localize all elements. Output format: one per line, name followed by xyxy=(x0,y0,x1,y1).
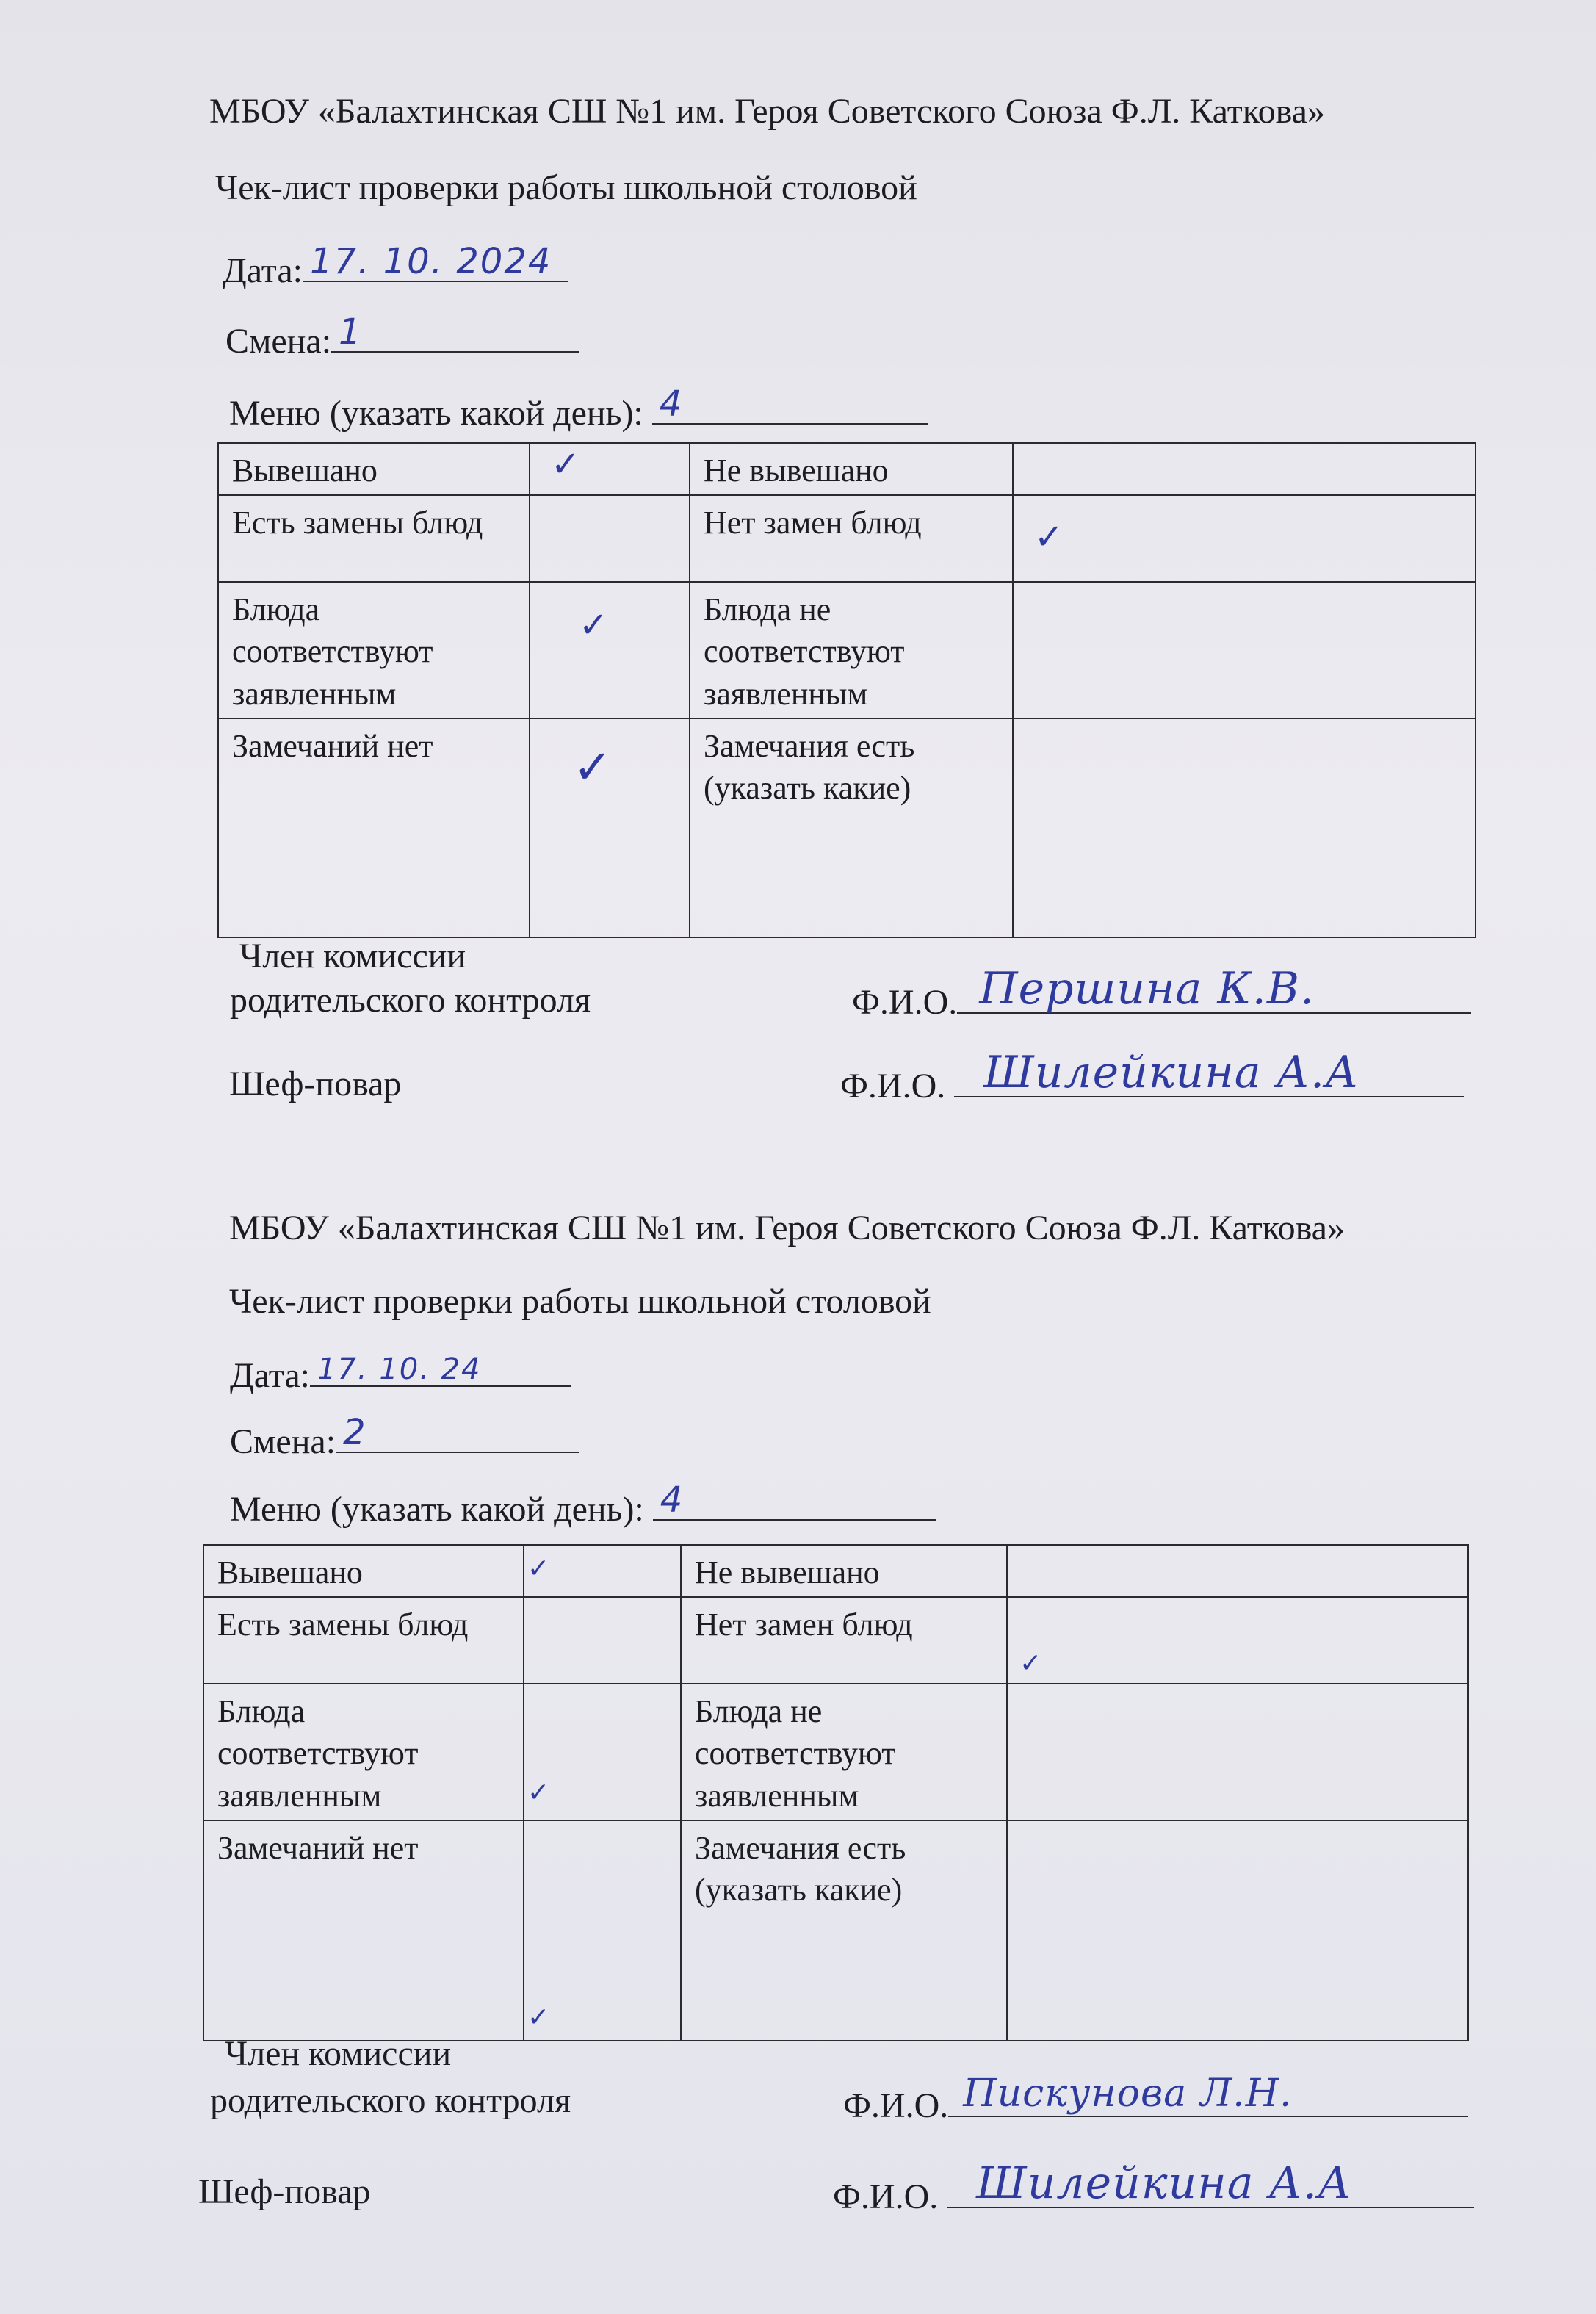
menu-label: Меню (указать какой день): xyxy=(229,394,643,433)
checkmark-icon: ✓ xyxy=(579,605,609,646)
criterion-label: Замечания есть (указать какие) xyxy=(681,1820,1007,2041)
table-row xyxy=(203,1545,1468,1597)
mark-cell[interactable] xyxy=(1013,718,1476,937)
table-row xyxy=(218,582,1476,718)
table-row xyxy=(203,1820,1468,2041)
criterion-label: Замечаний нет xyxy=(203,1820,524,2041)
checkmark-icon: ✓ xyxy=(527,1554,550,1584)
checkmark-icon: ✓ xyxy=(1019,1648,1042,1679)
chef-signature-field[interactable] xyxy=(954,1047,1464,1098)
table-row xyxy=(218,718,1476,937)
fio-label: Ф.И.О. xyxy=(852,983,958,1022)
shift-label: Смена: xyxy=(225,322,332,361)
date-label: Дата: xyxy=(230,1356,311,1395)
fio-label: Ф.И.О. xyxy=(833,2177,939,2216)
chef-signature: Шилейкина А.А xyxy=(983,1047,1360,1098)
checkmark-icon: ✓ xyxy=(573,740,613,795)
mark-cell[interactable] xyxy=(524,1545,681,1597)
school-name: МБОУ «Балахтинская СШ №1 им. Героя Советского Союза Ф.Л. Каткова» xyxy=(209,92,1325,131)
mark-cell[interactable] xyxy=(530,582,690,718)
checklist-form-1 xyxy=(0,0,1596,1146)
table-row xyxy=(203,1684,1468,1820)
member-signature-field[interactable] xyxy=(957,963,1471,1014)
shift-row xyxy=(225,311,579,361)
mark-cell[interactable] xyxy=(530,718,690,937)
shift-field[interactable] xyxy=(336,1412,579,1453)
criterion-label: Не вывешано xyxy=(690,443,1013,495)
mark-cell[interactable] xyxy=(530,495,690,582)
criterion-label: Есть замены блюд xyxy=(218,495,530,582)
checkmark-icon: ✓ xyxy=(551,444,581,485)
criterion-label: Замечаний нет xyxy=(218,718,530,937)
criterion-label: Вывешано xyxy=(203,1545,524,1597)
date-value: 17. 10. 2024 xyxy=(310,241,552,282)
menu-field[interactable] xyxy=(653,1479,936,1521)
form-title: Чек-лист проверки работы школьной столовой xyxy=(229,1282,931,1321)
checkmark-icon: ✓ xyxy=(527,1778,550,1809)
checkmark-icon: ✓ xyxy=(527,2002,550,2033)
menu-label: Меню (указать какой день): xyxy=(230,1490,644,1529)
date-field[interactable] xyxy=(310,1353,571,1387)
school-name: МБОУ «Балахтинская СШ №1 им. Героя Советского Союза Ф.Л. Каткова» xyxy=(229,1208,1345,1247)
member-label-line-1: Член комиссии xyxy=(239,937,466,976)
member-signature: Першина К.В. xyxy=(979,963,1315,1014)
checklist-table xyxy=(217,442,1476,938)
chef-fio-row xyxy=(840,1047,1464,1106)
criterion-label: Блюда не соответствуют заявленным xyxy=(690,582,1013,718)
checklist-form-2 xyxy=(0,1146,1596,2314)
member-signature-field[interactable] xyxy=(948,2072,1468,2117)
criterion-label: Блюда не соответствуют заявленным xyxy=(681,1684,1007,1820)
shift-value: 2 xyxy=(343,1412,367,1453)
mark-cell[interactable] xyxy=(1013,443,1476,495)
date-value: 17. 10. 24 xyxy=(317,1352,482,1386)
form-title: Чек-лист проверки работы школьной столовой xyxy=(215,168,917,207)
table-row xyxy=(218,495,1476,582)
mark-cell[interactable] xyxy=(1013,495,1476,582)
menu-row xyxy=(230,1479,936,1529)
chef-label: Шеф-повар xyxy=(229,1064,402,1103)
shift-row xyxy=(230,1412,579,1461)
criterion-label: Нет замен блюд xyxy=(681,1597,1007,1684)
mark-cell[interactable] xyxy=(1007,1545,1468,1597)
criterion-label: Блюда соответствуют заявленным xyxy=(203,1684,524,1820)
member-label-line-2: родительского контроля xyxy=(210,2081,571,2120)
date-label: Дата: xyxy=(223,251,303,290)
checkmark-icon: ✓ xyxy=(1034,516,1064,558)
table-row xyxy=(203,1597,1468,1684)
menu-value: 4 xyxy=(659,383,684,425)
member-signature: Пискунова Л.Н. xyxy=(963,2072,1293,2116)
mark-cell[interactable] xyxy=(1013,582,1476,718)
criterion-label: Вывешано xyxy=(218,443,530,495)
date-row xyxy=(223,241,568,290)
shift-field[interactable] xyxy=(331,311,579,353)
chef-fio-row xyxy=(833,2158,1474,2216)
mark-cell[interactable] xyxy=(524,1684,681,1820)
chef-signature-field[interactable] xyxy=(947,2158,1474,2209)
shift-label: Смена: xyxy=(230,1422,336,1461)
chef-signature: Шилейкина А.А xyxy=(976,2158,1352,2209)
member-label-line-2: родительского контроля xyxy=(230,981,591,1020)
member-fio-row xyxy=(852,963,1471,1022)
criterion-label: Замечания есть (указать какие) xyxy=(690,718,1013,937)
mark-cell[interactable] xyxy=(530,443,690,495)
shift-value: 1 xyxy=(339,311,363,353)
date-row xyxy=(230,1353,571,1394)
criterion-label: Есть замены блюд xyxy=(203,1597,524,1684)
member-label-line-1: Член комиссии xyxy=(225,2034,452,2073)
fio-label: Ф.И.О. xyxy=(843,2086,949,2125)
mark-cell[interactable] xyxy=(524,1820,681,2041)
date-field[interactable] xyxy=(303,241,568,282)
fio-label: Ф.И.О. xyxy=(840,1067,946,1106)
checklist-table xyxy=(203,1544,1469,2041)
criterion-label: Нет замен блюд xyxy=(690,495,1013,582)
mark-cell[interactable] xyxy=(524,1597,681,1684)
menu-row xyxy=(229,383,928,433)
menu-field[interactable] xyxy=(652,383,928,425)
criterion-label: Блюда соответствуют заявленным xyxy=(218,582,530,718)
mark-cell[interactable] xyxy=(1007,1684,1468,1820)
mark-cell[interactable] xyxy=(1007,1820,1468,2041)
criterion-label: Не вывешано xyxy=(681,1545,1007,1597)
chef-label: Шеф-повар xyxy=(198,2172,371,2211)
mark-cell[interactable] xyxy=(1007,1597,1468,1684)
menu-value: 4 xyxy=(660,1479,685,1521)
table-row xyxy=(218,443,1476,495)
member-fio-row xyxy=(843,2072,1468,2125)
